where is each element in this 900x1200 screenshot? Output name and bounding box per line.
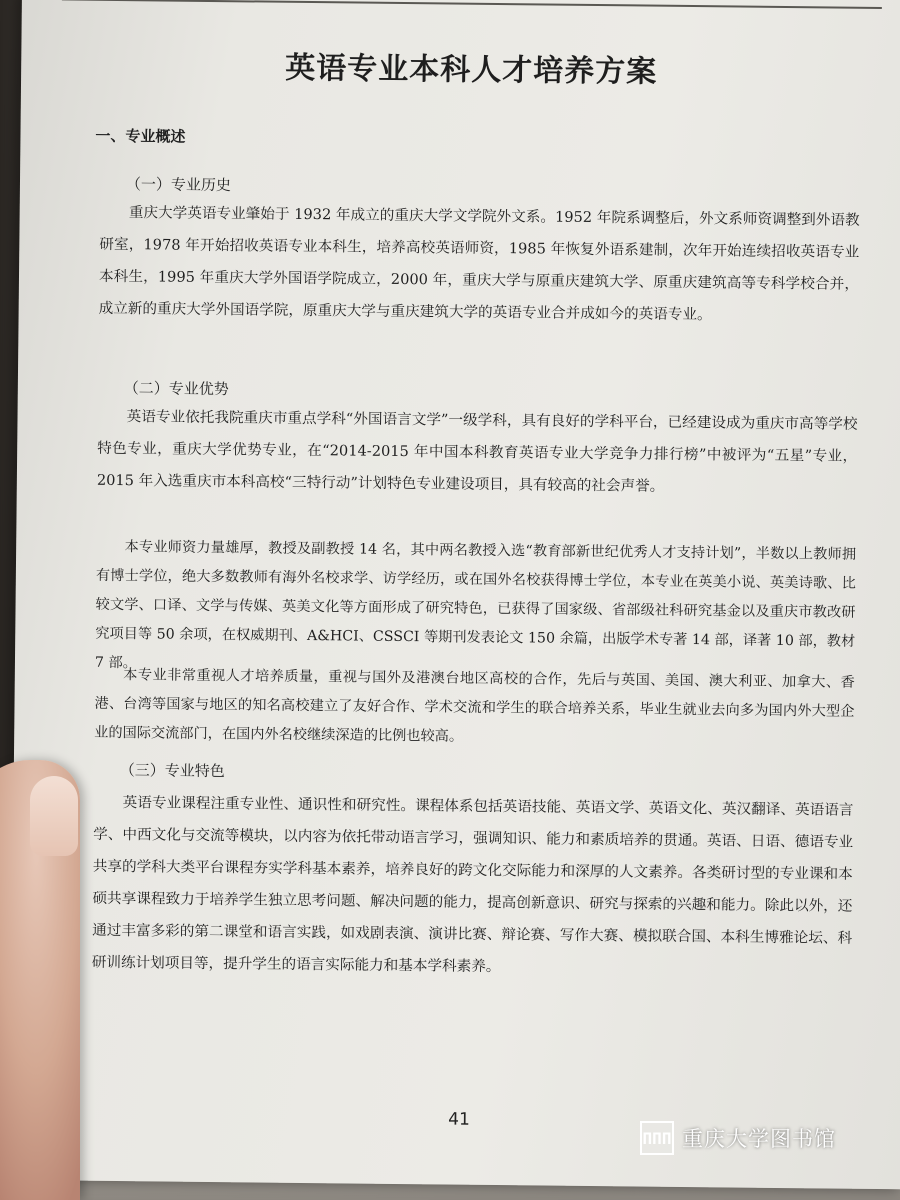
library-logo-icon: ΠΠΠ xyxy=(640,1121,674,1155)
subsection-heading-feature: （三）专业特色 xyxy=(119,761,225,781)
page-top-rule xyxy=(62,0,882,9)
paragraph-history: 重庆大学英语专业肇始于 1932 年成立的重庆大学文学院外文系。1952 年院系调整后，外文系师资调整到外语教研室，1978 年开始招收英语专业本科生，培养高校英语师资，1985 年恢复外语系建制，次年开始连续招收英语专业本科生，1995 年重庆大学外国语学院成立，2000 年，重庆大学与原重庆建筑大学、原重庆建筑高等专科学校合并，成立新的重庆大学外国语学院，原重庆大学与重庆建筑大学的英语专业合并成如今的英语专业。 xyxy=(98,204,860,324)
subsection-heading-advantage: （二）专业优势 xyxy=(123,379,229,399)
document-page xyxy=(10,0,900,1189)
section-heading-overview: 一、专业概述 xyxy=(95,126,186,146)
paragraph-advantage-3: 本专业非常重视人才培养质量，重视与国外及港澳台地区高校的合作，先后与英国、美国、澳大利亚、加拿大、香港、台湾等国家与地区的知名高校建立了友好合作、学术交流和学生的联合培养关系，毕业生就业去向多为国内外大型企业的国际交流部门，在国内外名校继续深造的比例也较高。 xyxy=(94,667,855,745)
paragraph-advantage-1: 英语专业依托我院重庆市重点学科“外国语言文学”一级学科，具有良好的学科平台，已经建设成为重庆市高等学校特色专业，重庆大学优势专业，在“2014-2015 年中国本科教育英语专业大学竞争力排行榜”中被评为“五星”专业，2015 年入选重庆市本科高校“三特行动”计划特色专业建设项目，具有较高的社会声誉。 xyxy=(96,408,858,495)
subsection-heading-history: （一）专业历史 xyxy=(125,175,232,195)
page-number: 41 xyxy=(448,1109,470,1130)
page-title: 英语专业本科人才培养方案 xyxy=(285,50,658,90)
library-watermark-label: 重庆大学图书馆 xyxy=(682,1127,836,1151)
paragraph-feature: 英语专业课程注重专业性、通识性和研究性。课程体系包括英语技能、英语文学、英语文化、英汉翻译、英语语言学、中西文化与交流等模块，以内容为依托带动语言学习，强调知识、能力和素质培养的贯通。英语、日语、德语专业共享的学科大类平台课程夯实学科基本素养，培养良好的跨文化交际能力和深厚的人文素养。各类研讨型的专业课和本硕共享课程致力于培养学生独立思考问题、解决问题的能力，提高创新意识、研究与探索的兴趣和能力。除此以外，还通过丰富多彩的第二课堂和语言实践，如戏剧表演、演讲比赛、辩论赛、写作大赛、模拟联合国、本科生博雅论坛、科研训练计划项目等，提升学生的语言实际能力和基本学科素养。 xyxy=(91,794,854,976)
paragraph-advantage-2: 本专业师资力量雄厚，教授及副教授 14 名，其中两名教授入选“教育部新世纪优秀人才支持计划”，半数以上教师拥有博士学位，绝大多数教师有海外名校求学、访学经历，或在国外名校获得博士学位，本专业在英美小说、英美诗歌、比较文学、口译、文学与传媒、英美文化等方面形成了研究特色，已获得了国家级、省部级社科研究基金以及重庆市教改研究项目等 50 余项，在权威期刊、A&HCI、CSSCI 等期刊发表论文 150 余篇，出版学术专著 14 部，译著 10 部，教材 7 部。 xyxy=(94,539,857,672)
library-watermark xyxy=(640,1118,870,1158)
thumb-nail xyxy=(30,776,78,856)
